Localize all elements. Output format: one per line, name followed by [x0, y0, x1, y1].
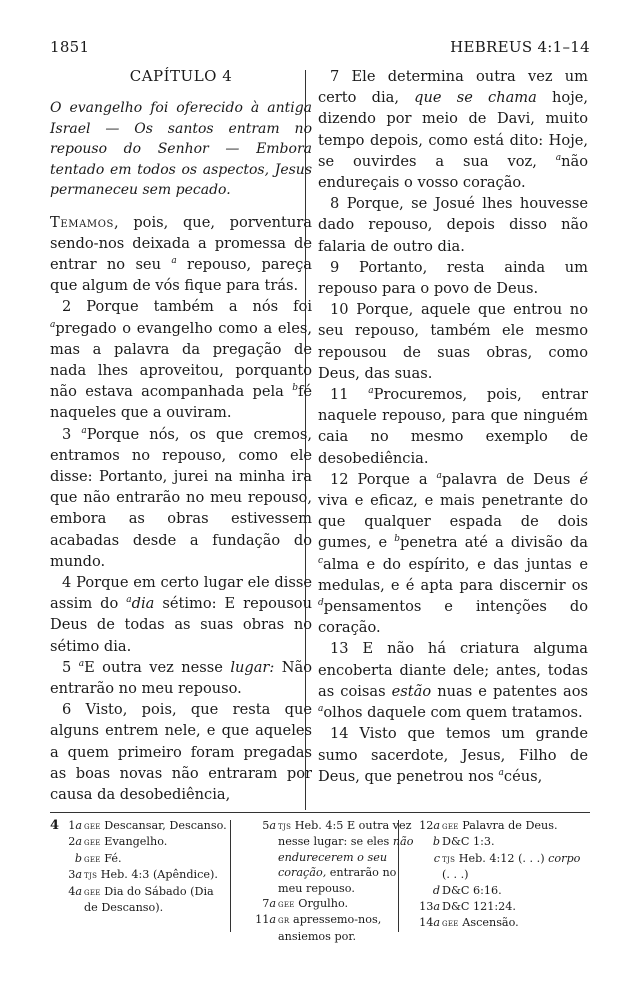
footnote-marker[interactable]: a	[171, 255, 177, 266]
footnote-entry[interactable]: c tjs Heb. 4:12 (. . .) corpo (. . .)	[433, 851, 581, 882]
verse-number: 6	[62, 701, 72, 719]
verse-number: 3	[62, 425, 72, 443]
chapter-title: CAPÍTULO 4	[129, 67, 233, 85]
verse-number: 9	[330, 258, 340, 276]
footnote-marker[interactable]: a	[50, 319, 56, 330]
verse-number: 8	[330, 195, 340, 213]
verse-7: 7 Ele determina outra vez um certo dia, que se chama hoje, dizendo por meio de Davi, muito tempo depois, como está dito: Hoje, se ouvirdes a sua voz, $^a$não endureçais o vosso coração.	[318, 68, 589, 192]
left-column	[50, 66, 312, 805]
verse-4: 4 Porque em certo lugar ele disse assim do $^a$dia sétimo: E repousou Deus de todas as suas obras no sétimo dia.	[50, 573, 312, 655]
running-head-reference: HEBREUS 4:1–14	[450, 38, 590, 56]
footnote-marker[interactable]: a	[78, 658, 85, 669]
footnote-column-divider	[230, 820, 231, 932]
verse-13: 13 E não há criatura alguma encoberta diante dele; antes, todas as coisas estão nuas e patentes aos $^a$olhos daquele com quem tratamos.	[318, 640, 588, 722]
verse-6: 6 Visto, pois, que resta que alguns entrem nele, e que aqueles a quem primeiro foram pregadas as boas novas não entraram por causa da desobediência,	[50, 701, 312, 803]
footnote-column-2	[244, 818, 414, 944]
verse-1: Temamos, pois, que, porventura sendo-nos deixada a promessa de entrar no seu $^a$ repouso, pareça que algum de vós fique para trás.	[50, 213, 312, 295]
footnote-entry[interactable]: 3a tjs Heb. 4:3 (Apêndice).	[68, 868, 218, 882]
footnote-entry[interactable]: 13a D&C 121:24.	[419, 900, 516, 914]
footnote-entry[interactable]: 2a gee Evangelho.	[68, 835, 168, 849]
page-header	[50, 38, 590, 58]
footnote-marker[interactable]: a	[318, 704, 324, 715]
footnote-entry[interactable]: d D&C 6:16.	[432, 883, 502, 897]
verse-number: 14	[330, 725, 349, 743]
verse-number: 5	[62, 658, 72, 676]
footnote-entry[interactable]: b gee Fé.	[74, 851, 122, 865]
verse-number: 13	[330, 640, 349, 658]
footnote-marker[interactable]: b	[394, 534, 401, 545]
footnote-column-1	[50, 818, 230, 915]
footnote-marker[interactable]: c	[318, 555, 324, 566]
verse-12: 12 Porque a $^a$palavra de Deus é viva e eficaz, e mais penetrante do que qualquer espada de dois gumes, e $^b$penetra até a divisão da $^c$alma e do espírito, e das juntas e medulas, e é apta para discernir os $^d$pensamentos e intenções do coração.	[318, 470, 588, 637]
footnote-marker[interactable]: a	[126, 595, 132, 606]
footnote-entry[interactable]: 4a gee Dia do Sábado (Dia de Descanso).	[68, 884, 214, 915]
footnote-column-3	[408, 818, 590, 932]
verse-3: 3 $^a$Porque nós, os que cremos, entramos no repouso, como ele disse: Portanto, jurei na minha ira que não entrarão no meu repouso, embora as obras estivessem acabadas desde a fundação do mundo.	[50, 425, 312, 570]
verse-14: 14 Visto que temos um grande sumo sacerdote, Jesus, Filho de Deus, que penetrou nos $^a$céus,	[318, 725, 588, 785]
footnote-entry[interactable]: b D&C 1:3.	[432, 835, 495, 849]
footnote-entry[interactable]: 4 1a gee Descansar, Descanso.	[50, 818, 227, 833]
verse-number: 12	[330, 470, 349, 488]
verse-10: 10 Porque, aquele que entrou no seu repouso, também ele mesmo repousou de suas obras, como Deus, das suas.	[318, 301, 588, 382]
verse-8: 8 Porque, se Josué lhes houvesse dado repouso, depois disso não falaria de outro dia.	[318, 195, 588, 255]
chapter-summary: O evangelho foi oferecido à antiga Israel — Os santos entram no repouso do Senhor — Embora tentado em todos os aspectos, Jesus permaneceu sem pecado.	[50, 100, 312, 198]
footnote-marker[interactable]: a	[498, 767, 504, 778]
footnote-entry[interactable]: 12a gee Palavra de Deus.	[419, 819, 558, 832]
footnote-entry[interactable]: 11a gr apressemo-nos, ansiemos por.	[255, 913, 382, 943]
footnote-marker[interactable]: a	[368, 386, 374, 397]
footnote-entry[interactable]: 7a gee Orgulho.	[262, 897, 349, 911]
verse-number: 7	[330, 68, 340, 85]
footnote-marker[interactable]: a	[436, 470, 442, 481]
footnote-chapter-number: 4	[50, 818, 60, 833]
verse-number: 10	[330, 301, 349, 319]
page-number: 1851	[50, 38, 90, 56]
footnote-marker[interactable]: a	[555, 152, 562, 163]
verse-2: 2 Porque também a nós foi $^a$pregado o evangelho como a eles, mas a palavra da pregação de nada lhes aproveitou, porquanto não estava acompanhada pela $^b$fé naqueles que a ouviram.	[50, 298, 312, 422]
footnote-entry[interactable]: 5a tjs Heb. 4:5 E outra vez nesse lugar: se eles não endurecerem o seu coração, entrarão no meu repouso.	[262, 819, 414, 895]
footnote-marker[interactable]: b	[292, 383, 298, 394]
verse-number: 2	[62, 298, 72, 316]
footnote-marker[interactable]: d	[318, 598, 324, 609]
verse-number: 4	[62, 573, 72, 591]
verse-9: 9 Portanto, resta ainda um repouso para o povo de Deus.	[318, 258, 588, 298]
footnote-rule	[50, 812, 590, 813]
verse-11: 11 $^a$Procuremos, pois, entrar naquele repouso, para que ninguém caia no mesmo exemplo de desobediência.	[318, 386, 588, 467]
verse-number: 11	[330, 386, 349, 404]
footnote-entry[interactable]: 14a gee Ascensão.	[419, 916, 519, 930]
footnote-marker[interactable]: a	[81, 425, 87, 436]
right-column	[318, 66, 588, 787]
verse-5: 5 $^a$E outra vez nesse lugar: Não entrarão no meu repouso.	[50, 658, 313, 697]
verse-1-lead: Temamos	[50, 213, 114, 231]
